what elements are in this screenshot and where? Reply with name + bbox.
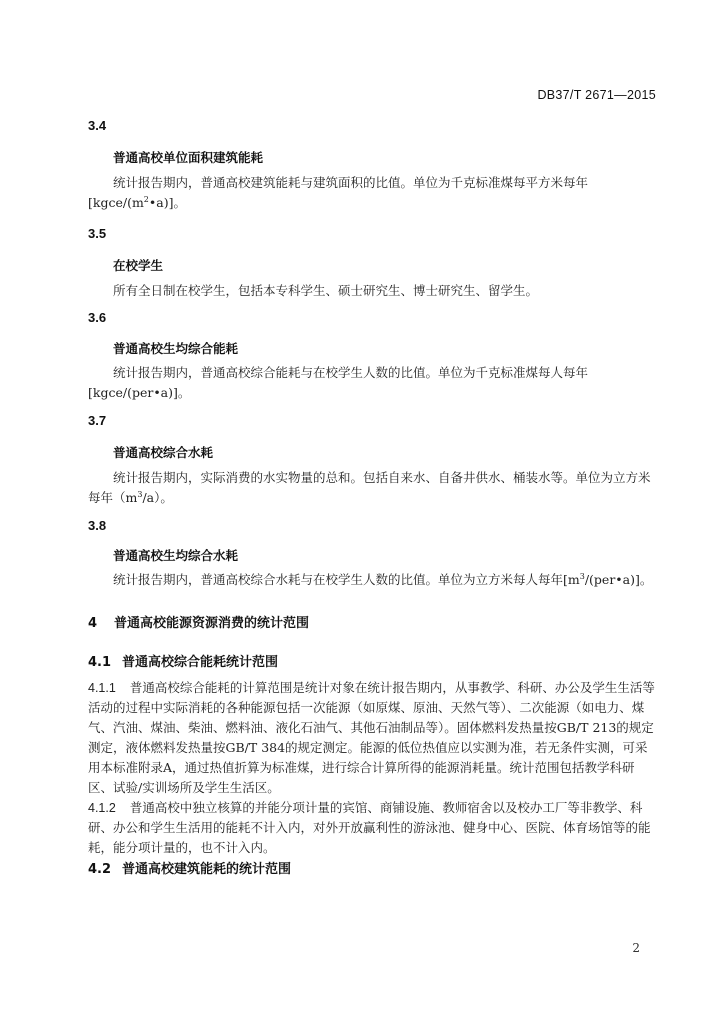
section-number: 3.8	[88, 518, 107, 533]
section-number: 3.4	[88, 118, 107, 133]
term-title: 普通高校单位面积建筑能耗	[113, 150, 264, 165]
clause-4-1-1: 4.1.1 普通高校综合能耗的计算范围是统计对象在统计报告期内，从事教学、科研、办公及学生生活等活动的过程中实际消耗的各种能源包括一次能源（如原煤、原油、天然气等）、二次能源（如电力、煤气、汽油、煤油、柴油、燃料油、液化石油气、其他石油制品等）。固体燃料发热量按GB/T 213的规定测定，液体燃料发热量按GB/T 384的规定测定。能源的低位热值应以实测为准，若无条件实测，可采用本标准附录A，通过热值折算为标准煤，进行综合计算所得的能源消耗量。统计范围包括教学科研区、试验/实训场所及学生生活区。	[88, 680, 655, 795]
term-title: 普通高校综合水耗	[113, 445, 214, 460]
page-number: 2	[632, 941, 640, 955]
term-title: 普通高校生均综合水耗	[113, 548, 239, 563]
term-title: 在校学生	[113, 258, 164, 273]
section-number: 3.7	[88, 413, 107, 428]
chapter-heading: 4 普通高校能源资源消费的统计范围	[88, 616, 310, 631]
subsection-heading: 4.2 普通高校建筑能耗的统计范围	[88, 862, 292, 877]
term-title: 普通高校生均综合能耗	[113, 341, 239, 356]
term-definition: 统计报告期内，实际消费的水实物量的总和。包括自来水、自备井供水、桶装水等。单位为立方米每年$(m^3/a)$。	[88, 470, 651, 505]
document-code: DB37/T 2671—2015	[537, 88, 656, 102]
clause-4-1-2: 4.1.2 普通高校中独立核算的并能分项计量的宾馆、商铺设施、教师宿舍以及校办工厂等非教学、科研、办公和学生生活用的能耗不计入内，对外开放赢利性的游泳池、健身中心、医院、体育场馆等的能耗，能分项计量的，也不计入内。	[88, 800, 651, 855]
term-definition: 统计报告期内，普通高校综合能耗与在校学生人数的比值。单位为千克标准煤每人每年[kgce/(per•a)]。	[88, 365, 589, 400]
subsection-heading: 4.1 普通高校综合能耗统计范围	[88, 655, 279, 670]
term-definition: 所有全日制在校学生，包括本专科学生、硕士研究生、博士研究生、留学生。	[113, 283, 539, 298]
section-number: 3.5	[88, 226, 107, 241]
term-definition: 统计报告期内，普通高校建筑能耗与建筑面积的比值。单位为千克标准煤每平方米每年$[kgce/(m^2•a)]$。	[88, 175, 589, 210]
section-number: 3.6	[88, 310, 107, 325]
term-definition: 统计报告期内，普通高校综合水耗与在校学生人数的比值。单位为立方米每人每年$[m^3/(per•a)]$。	[113, 571, 653, 587]
